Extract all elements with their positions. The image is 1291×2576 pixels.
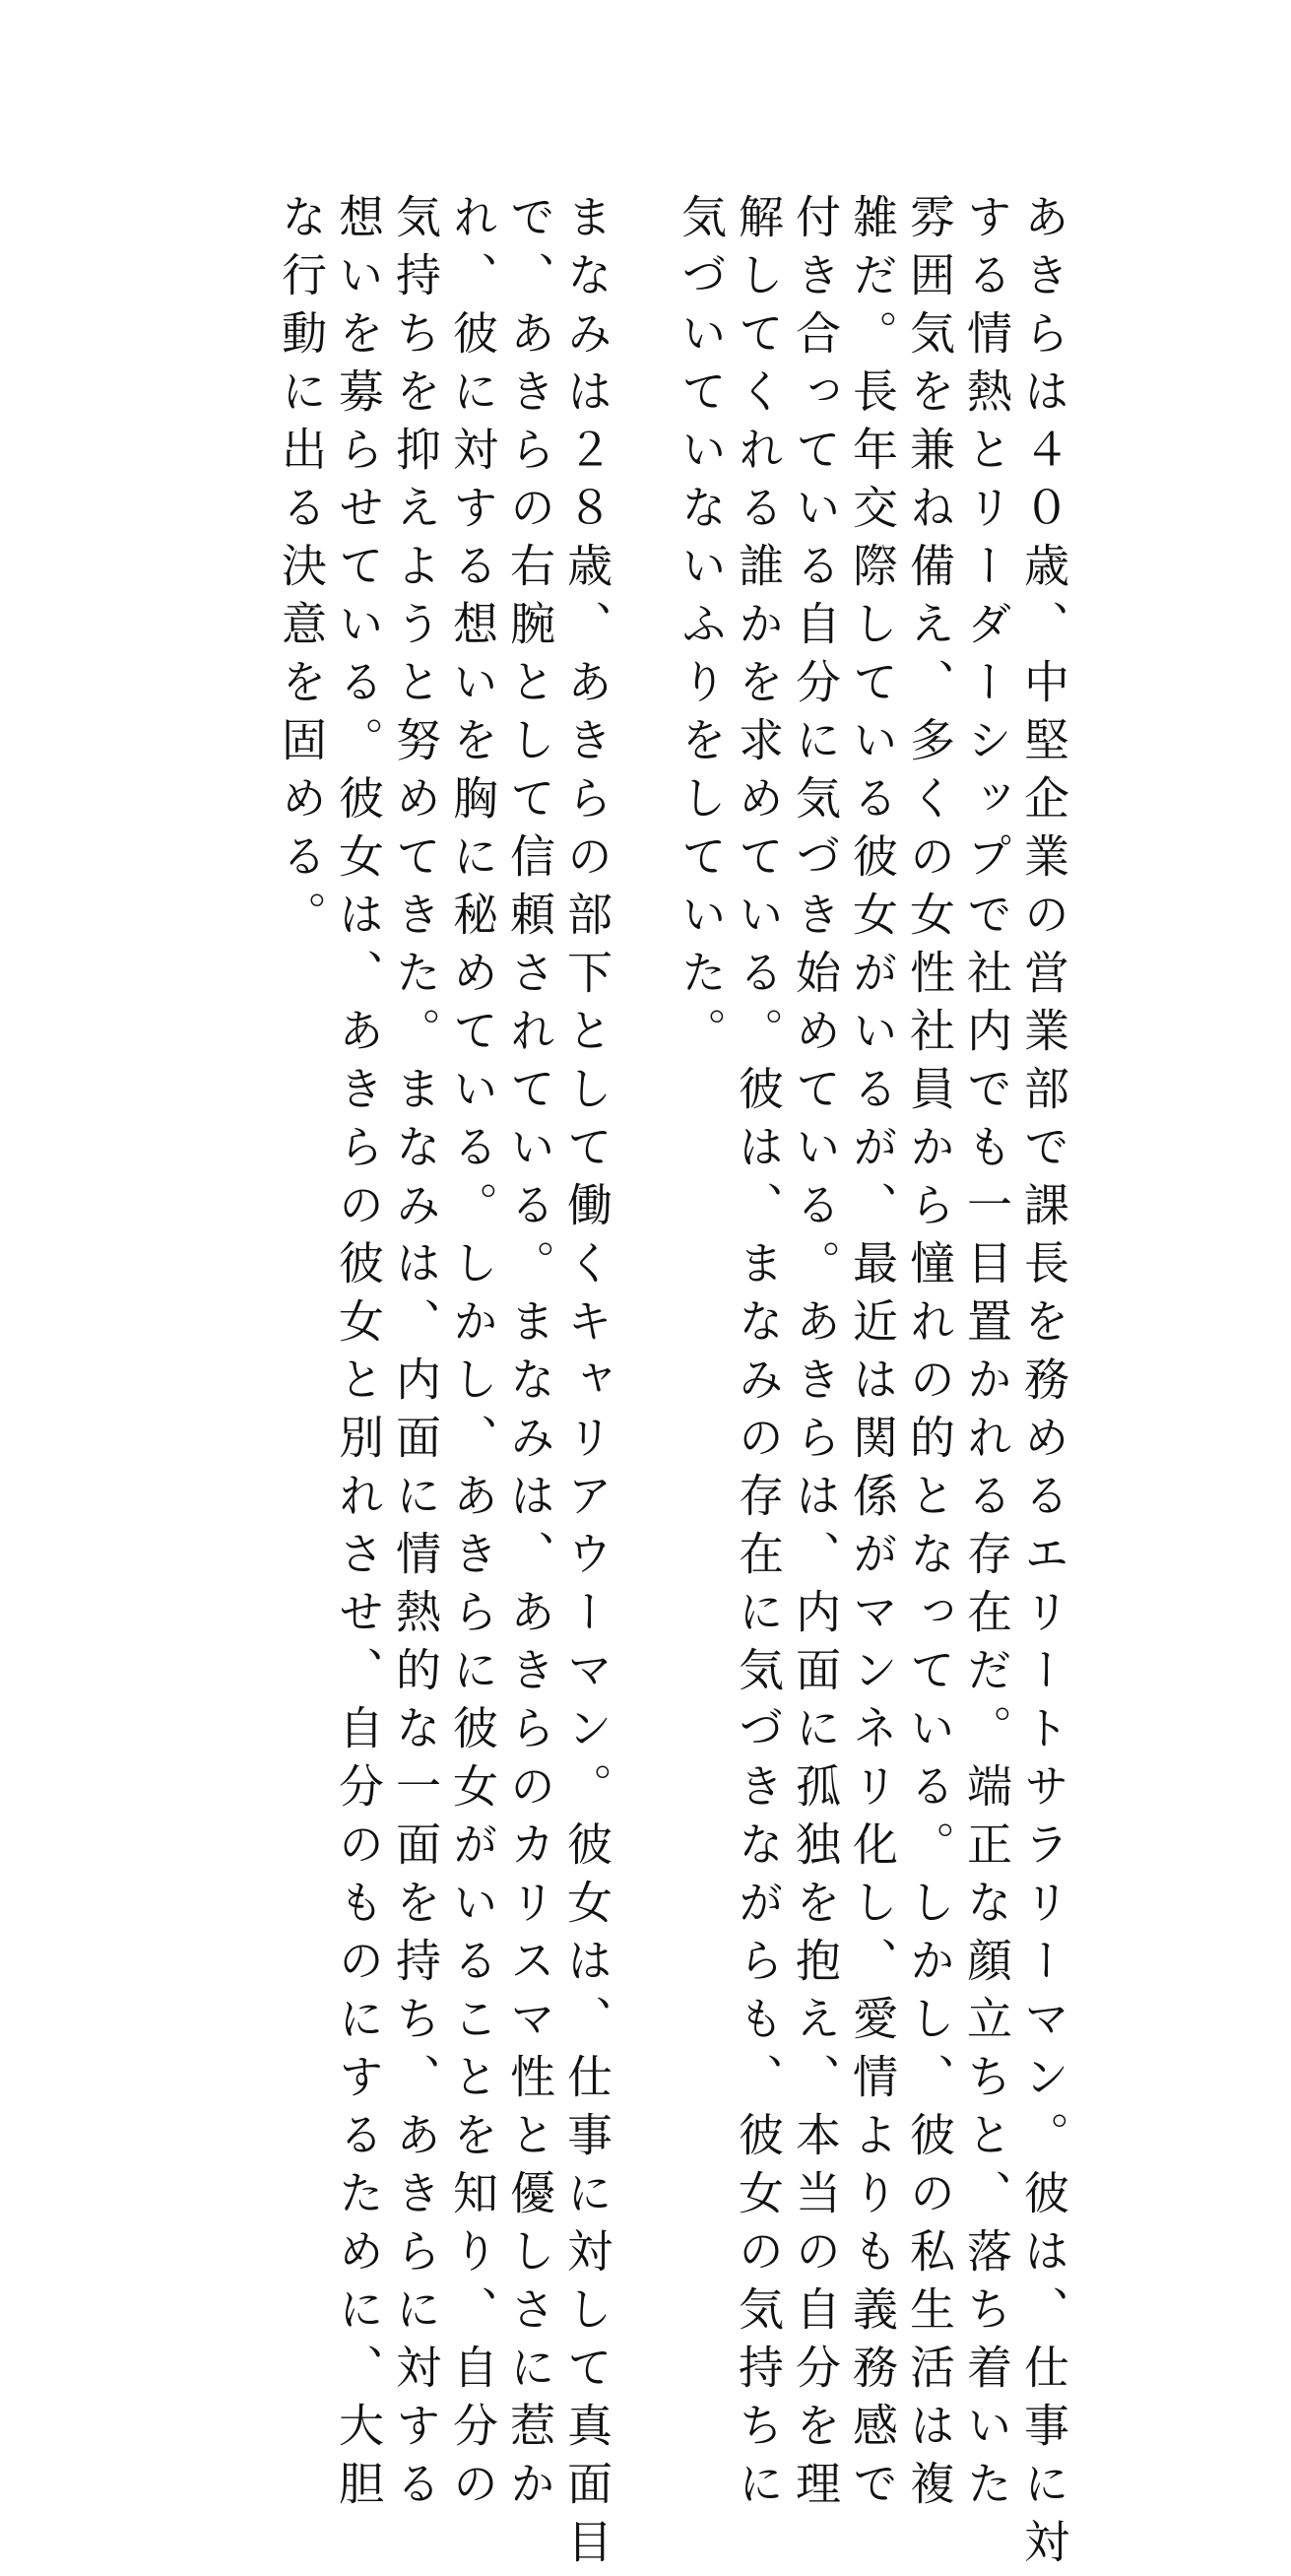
- text-column: な行動に出る決意を固める。: [275, 193, 328, 949]
- text-column: で、あきらの右腕として信頼されている。まなみは、あきらのカリスマ性と優しさに惹か: [503, 193, 556, 2518]
- text-column: 想いを募らせている。彼女は、あきらの彼女と別れさせ、自分のものにするために、大胆: [332, 193, 385, 2518]
- text-column: 解してくれる誰かを求めている。彼は、まなみの存在に気づきながらも、彼女の気持ちに: [732, 193, 785, 2518]
- text-column: 付き合っている自分に気づき始めている。あきらは、内面に孤独を抱え、本当の自分を理: [789, 193, 842, 2518]
- text-column: あきらは４０歳、中堅企業の営業部で課長を務めるエリートサラリーマン。彼は、仕事に対: [1017, 193, 1070, 2576]
- text-column: 雰囲気を兼ね備え、多くの女性社員から憧れの的となっている。しかし、彼の私生活は複: [903, 193, 956, 2518]
- text-column: 気づいていないふりをしていた。: [675, 193, 728, 1065]
- text-column: まなみは２８歳、あきらの部下として働くキャリアウーマン。彼女は、仕事に対して真面目: [560, 193, 613, 2576]
- text-column: れ、彼に対する想いを胸に秘めている。しかし、あきらに彼女がいることを知り、自分の: [446, 193, 499, 2518]
- text-column: 気持ちを抑えようと努めてきた。まなみは、内面に情熱的な一面を持ち、あきらに対する: [389, 193, 442, 2518]
- text-column: 雑だ。長年交際している彼女がいるが、最近は関係がマンネリ化し、愛情よりも義務感で: [846, 193, 899, 2518]
- text-column: する情熱とリーダーシップで社内でも一目置かれる存在だ。端正な顔立ちと、落ち着いた: [960, 193, 1013, 2518]
